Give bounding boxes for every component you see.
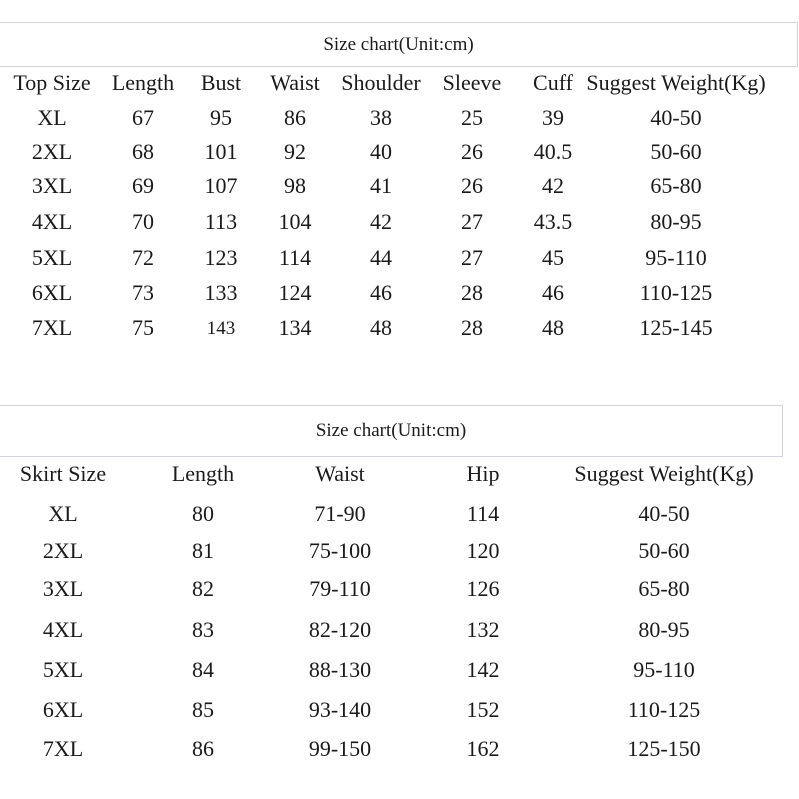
size-label: 3XL <box>31 173 73 198</box>
measurement-cell: 28 <box>461 315 483 340</box>
measurement-cell: 142 <box>466 657 500 682</box>
measurement-cell: 65-80 <box>638 576 690 601</box>
measurement-cell: 125-145 <box>639 315 713 340</box>
column-header: Top Size <box>13 70 91 95</box>
measurement-cell: 86 <box>284 105 306 130</box>
measurement-cell: 26 <box>461 139 483 164</box>
measurement-cell: 68 <box>132 139 154 164</box>
measurement-cell: 80-95 <box>638 617 690 642</box>
size-label: XL <box>37 105 67 130</box>
measurement-cell: 45 <box>542 245 564 270</box>
size-label: 6XL <box>42 697 84 722</box>
measurement-cell: 81 <box>192 538 214 563</box>
measurement-cell: 48 <box>370 315 392 340</box>
measurement-cell: 40 <box>370 139 392 164</box>
size-label: 4XL <box>42 617 84 642</box>
measurement-cell: 65-80 <box>650 173 702 198</box>
measurement-cell: 50-60 <box>638 538 690 563</box>
measurement-cell: 41 <box>370 173 392 198</box>
measurement-cell: 80-95 <box>650 209 702 234</box>
measurement-cell: 110-125 <box>639 280 713 305</box>
measurement-cell: 69 <box>132 173 154 198</box>
top-size-chart-caption: Size chart(Unit:cm) <box>0 22 798 67</box>
measurement-cell: 95-110 <box>645 245 707 270</box>
measurement-cell: 46 <box>370 280 392 305</box>
measurement-cell: 27 <box>461 245 483 270</box>
size-label: 4XL <box>31 209 73 234</box>
size-label: 3XL <box>42 576 84 601</box>
size-label: 2XL <box>42 538 84 563</box>
column-header: Length <box>171 461 235 486</box>
measurement-cell: 72 <box>132 245 154 270</box>
column-header: Shoulder <box>341 70 421 95</box>
measurement-cell: 84 <box>192 657 214 682</box>
measurement-cell: 80 <box>192 501 214 526</box>
measurement-cell: 101 <box>204 139 238 164</box>
size-label: 5XL <box>42 657 84 682</box>
measurement-cell: 27 <box>461 209 483 234</box>
column-header: Waist <box>270 70 320 95</box>
size-label: 5XL <box>31 245 73 270</box>
measurement-cell: 93-140 <box>308 697 372 722</box>
column-header: Sleeve <box>442 70 502 95</box>
measurement-cell: 134 <box>278 315 312 340</box>
measurement-cell: 82 <box>192 576 214 601</box>
measurement-cell: 75-100 <box>308 538 372 563</box>
column-header: Skirt Size <box>19 461 107 486</box>
measurement-cell: 39 <box>542 105 564 130</box>
measurement-cell: 43.5 <box>533 209 573 234</box>
measurement-cell: 125-150 <box>627 736 701 761</box>
size-label: 2XL <box>31 139 73 164</box>
column-header: Waist <box>315 461 365 486</box>
measurement-cell: 123 <box>204 245 238 270</box>
column-header: Bust <box>200 70 242 95</box>
measurement-cell: 42 <box>370 209 392 234</box>
column-header: Cuff <box>533 70 573 95</box>
measurement-cell: 40-50 <box>638 501 690 526</box>
measurement-cell: 114 <box>466 501 500 526</box>
measurement-cell: 110-125 <box>627 697 701 722</box>
measurement-cell: 28 <box>461 280 483 305</box>
size-label: 6XL <box>31 280 73 305</box>
measurement-cell: 70 <box>132 209 154 234</box>
measurement-cell: 120 <box>466 538 500 563</box>
measurement-cell: 48 <box>542 315 564 340</box>
column-header: Hip <box>466 461 500 486</box>
measurement-cell: 71-90 <box>314 501 366 526</box>
measurement-cell: 79-110 <box>309 576 371 601</box>
measurement-cell: 86 <box>192 736 214 761</box>
measurement-cell: 26 <box>461 173 483 198</box>
column-header: Suggest Weight(Kg) <box>574 461 754 486</box>
measurement-cell: 75 <box>132 315 154 340</box>
measurement-cell: 152 <box>466 697 500 722</box>
measurement-cell: 124 <box>278 280 312 305</box>
skirt-size-chart-caption: Size chart(Unit:cm) <box>0 405 783 457</box>
measurement-cell: 40-50 <box>650 105 702 130</box>
measurement-cell: 82-120 <box>308 617 372 642</box>
measurement-cell: 95-110 <box>633 657 695 682</box>
measurement-cell: 40.5 <box>533 139 573 164</box>
measurement-cell: 50-60 <box>650 139 702 164</box>
measurement-cell: 42 <box>542 173 564 198</box>
measurement-cell: 98 <box>284 173 306 198</box>
column-header: Suggest Weight(Kg) <box>586 70 766 95</box>
measurement-cell: 107 <box>204 173 238 198</box>
size-label: 7XL <box>42 736 84 761</box>
measurement-cell: 162 <box>466 736 500 761</box>
measurement-cell: 133 <box>204 280 238 305</box>
measurement-cell: 44 <box>370 245 392 270</box>
measurement-cell: 126 <box>466 576 500 601</box>
measurement-cell: 113 <box>204 209 238 234</box>
measurement-cell: 88-130 <box>308 657 372 682</box>
measurement-cell: 46 <box>542 280 564 305</box>
measurement-cell: 143 <box>206 318 236 339</box>
measurement-cell: 114 <box>278 245 312 270</box>
measurement-cell: 67 <box>132 105 154 130</box>
measurement-cell: 104 <box>278 209 312 234</box>
measurement-cell: 132 <box>466 617 500 642</box>
measurement-cell: 73 <box>132 280 154 305</box>
measurement-cell: 95 <box>210 105 232 130</box>
size-label: XL <box>48 501 78 526</box>
measurement-cell: 92 <box>284 139 306 164</box>
measurement-cell: 99-150 <box>308 736 372 761</box>
size-label: 7XL <box>31 315 73 340</box>
measurement-cell: 25 <box>461 105 483 130</box>
measurement-cell: 38 <box>370 105 392 130</box>
measurement-cell: 83 <box>192 617 214 642</box>
measurement-cell: 85 <box>192 697 214 722</box>
column-header: Length <box>111 70 175 95</box>
